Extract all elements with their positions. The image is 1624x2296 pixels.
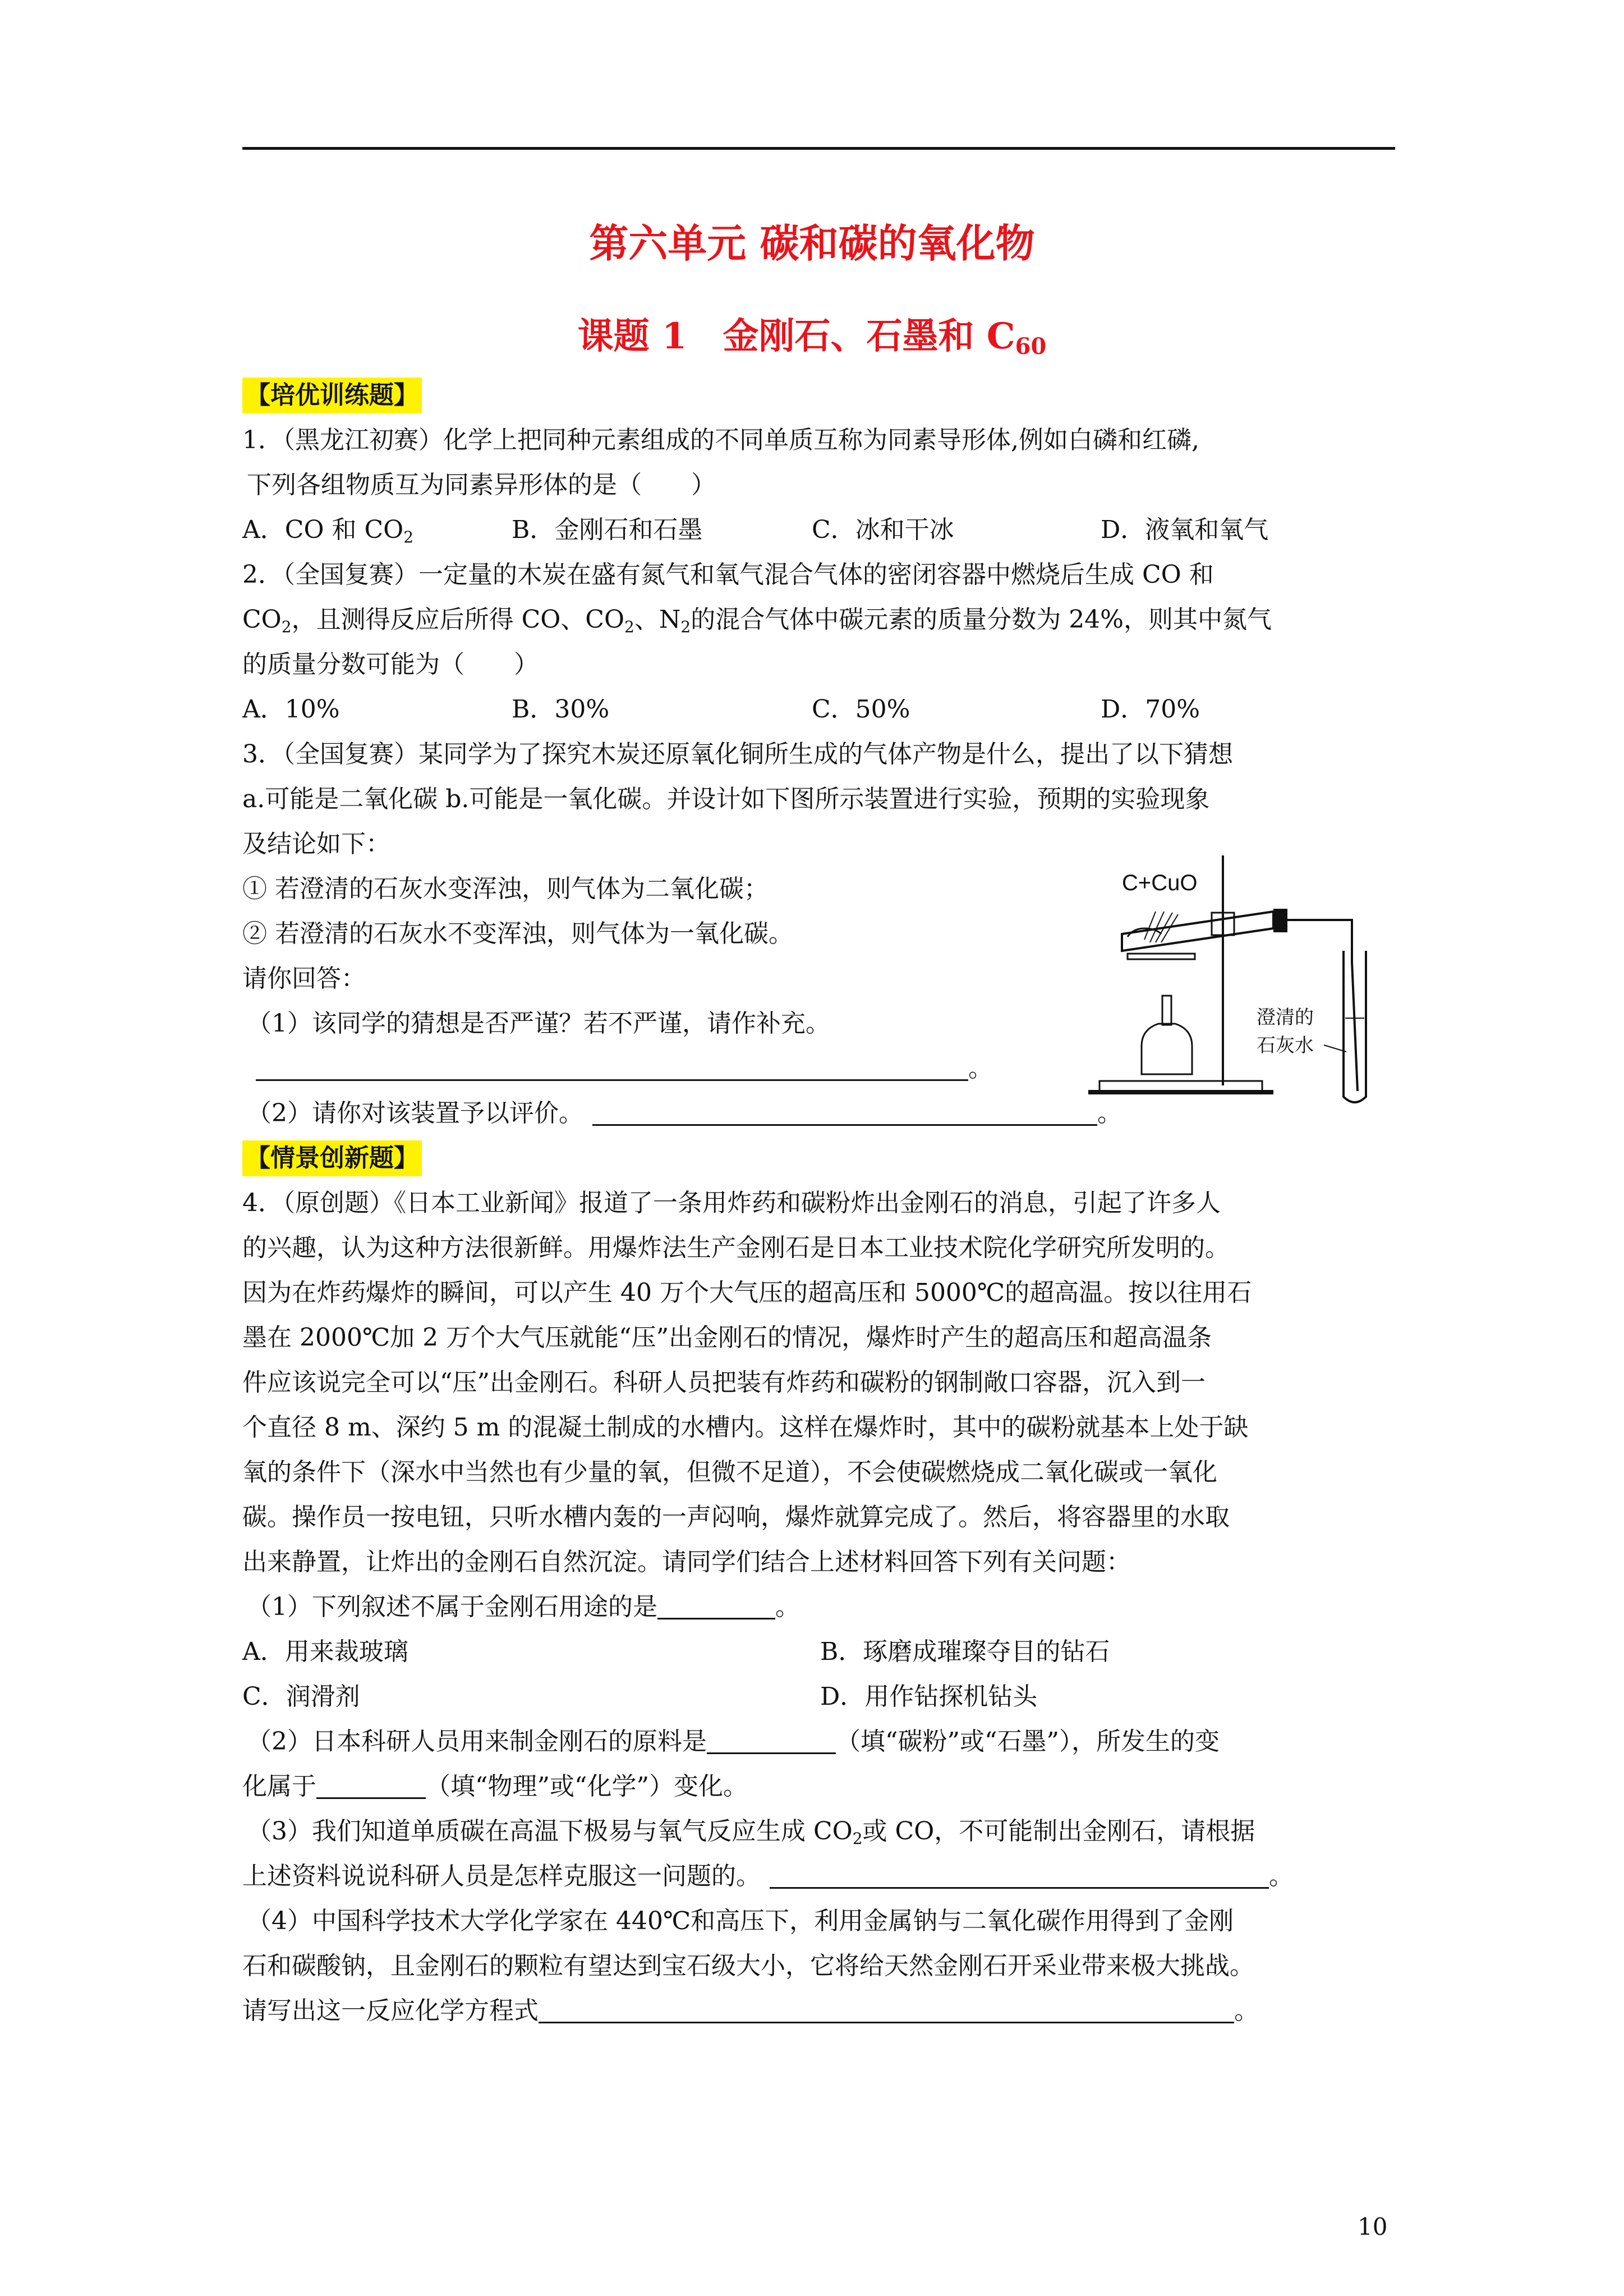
q1-line2: 下列各组物质互为同素异形体的是（ ） — [247, 471, 716, 499]
q1-option-a: A．CO 和 $CO_2$ — [242, 516, 414, 546]
alcohol-lamp — [1142, 1024, 1192, 1074]
q3-line5: ② 若澄清的石灰水不变浑浊，则气体为一氧化碳。 — [242, 919, 793, 948]
answer-blank[interactable] — [707, 1728, 836, 1754]
q4-sub2: （2）日本科研人员用来制金刚石的原料是 （填“碳粉”或“石墨”），所发生的变 — [247, 1727, 1220, 1756]
q1-option-b: B．金刚石和石墨 — [512, 516, 703, 544]
q4-para-line: 4．（原创题）《日本工业新闻》报道了一条用炸药和碳粉炸出金刚石的消息，引起了许多人 — [242, 1189, 1221, 1217]
test-tube — [1122, 912, 1273, 951]
q4-para-line: 件应该说完全可以“压”出金刚石。科研人员把装有炸药和碳粉的钢制敞口容器，沉入到一 — [242, 1368, 1206, 1397]
q4-para-line: 个直径 8 m、深约 5 m 的混凝土制成的水槽内。这样在爆炸时，其中的碳粉就基本上处于缺 — [242, 1413, 1249, 1442]
q2-options — [242, 687, 1398, 732]
q3-line2: a.可能是二氧化碳 b.可能是一氧化碳。并设计如下图所示装置进行实验，预期的实验现象 — [242, 785, 1210, 813]
q1-options — [242, 508, 1398, 553]
q3-line8: 。 — [242, 1046, 1398, 1091]
q1-line1: 1．（黑龙江初赛）化学上把同种元素组成的不同单质互称为同素导形体,例如白磷和红磷, — [242, 426, 1199, 454]
q4-sub1: （1）下列叙述不属于金刚石用途的是 。 — [247, 1593, 800, 1621]
figure-label-limewater-2: 石灰水 — [1257, 1035, 1314, 1056]
q1-option-d: D．液氧和氧气 — [1101, 516, 1269, 544]
q4-option-d: D．用作钻探机钻头 — [820, 1682, 1038, 1711]
answer-blank[interactable] — [770, 1862, 1269, 1889]
q2-option-a: A．10% — [242, 695, 340, 724]
q2-option-b: B．30% — [512, 695, 610, 724]
q2-line3: 的质量分数可能为（ ） — [242, 650, 539, 679]
delivery-tube — [1287, 920, 1358, 1091]
q2-line2: $CO_2$，且测得反应后所得 CO、$CO_2$、$N_2$的混合气体中碳元素的质量分数为 24%，则其中氮气 — [242, 605, 1272, 636]
q4-sub4-last: 请写出这一反应化学方程式 。 — [242, 1996, 1259, 2025]
header-rule — [242, 147, 1395, 150]
q4-para-line: 的兴趣，认为这种方法很新鲜。用爆炸法生产金刚石是日本工业技术院化学研究所发明的。 — [242, 1234, 1230, 1262]
q4-option-c: C．润滑剂 — [242, 1682, 360, 1711]
answer-blank[interactable] — [657, 1593, 775, 1619]
apparatus-diagram — [1088, 850, 1408, 1108]
answer-blank[interactable] — [592, 1099, 1097, 1126]
q3-line1: 3．（全国复赛）某同学为了探究木炭还原氧化铜所生成的气体产物是什么，提出了以下猜想 — [242, 740, 1233, 769]
lamp-stand-top — [1128, 954, 1195, 959]
q4-para-line: 碳。操作员一按电钮，只听水槽内轰的一声闷响，爆炸就算完成了。然后，将容器里的水取 — [242, 1503, 1230, 1531]
answer-blank[interactable] — [539, 1997, 1234, 2023]
q4-para-line: 墨在 2000℃加 2 万个大气压就能“压”出金刚石的情况，爆炸时产生的超高压和超高温条 — [242, 1323, 1212, 1352]
q4-para-line: 因为在炸药爆炸的瞬间，可以产生 40 万个大气压的超高压和 5000℃的超高温。按以往用石 — [242, 1278, 1252, 1307]
answer-blank[interactable] — [316, 1773, 426, 1799]
figure-label-limewater-1: 澄清的 — [1257, 1007, 1314, 1028]
q4-options-ab — [242, 1630, 1398, 1674]
q4-sub3-cont: 上述资料说说科研人员是怎样克服这一问题的。 。 — [242, 1862, 1294, 1890]
apparatus-figure — [1088, 850, 1408, 1108]
q1-option-c: C．冰和干冰 — [812, 516, 954, 544]
q4-para-line: 氧的条件下（深水中当然也有少量的氧，但微不足道），不会使碳燃烧成二氧化碳或一氧化 — [242, 1458, 1217, 1487]
q4-option-b: B．琢磨成璀璨夺目的钻石 — [820, 1637, 1110, 1666]
lamp-wick — [1162, 996, 1171, 1025]
q3-line3: 及结论如下： — [242, 830, 390, 858]
section-tag-innovation: 【情景创新题】 — [242, 1140, 422, 1176]
section-tag-training: 【培优训练题】 — [242, 378, 422, 413]
q2-option-d: D．70% — [1101, 695, 1200, 724]
content — [242, 373, 1398, 2033]
q4-sub2-cont: 化属于 （填“物理”或“化学”）变化。 — [242, 1772, 748, 1801]
q4-option-a: A．用来裁玻璃 — [242, 1637, 408, 1666]
q4-para-line: 出来静置，让炸出的金刚石自然沉淀。请同学们结合上述材料回答下列有关问题： — [242, 1548, 1131, 1576]
q2-option-c: C．50% — [812, 695, 910, 724]
q2-line1: 2．（全国复赛）一定量的木炭在盛有氮气和氧气混合气体的密闭容器中燃烧后生成 CO 和 — [242, 560, 1214, 589]
q4-sub4-cont: 石和碳酸钠，且金刚石的颗粒有望达到宝石级大小，它将给天然金刚石开采业带来极大挑战。 — [242, 1952, 1254, 1980]
stopper — [1273, 909, 1287, 932]
q4-sub3: （3）我们知道单质碳在高温下极易与氧气反应生成 $CO_2$或 CO，不可能制出金刚石，请根据 — [247, 1817, 1255, 1848]
q4-sub4: （4）中国科学技术大学化学家在 440℃和高压下，利用金属钠与二氧化碳作用得到了金刚 — [247, 1907, 1234, 1935]
stand-base — [1099, 1081, 1262, 1091]
q3-line7: （1）该同学的猜想是否严谨？若不严谨，请作补充。 — [247, 1009, 830, 1038]
answer-blank[interactable] — [256, 1055, 968, 1081]
table-line — [1088, 1090, 1273, 1094]
unit-title: 第六单元 碳和碳的氧化物 — [589, 220, 1035, 266]
q3-line9: （2）请你对该装置予以评价。 。 — [247, 1099, 1122, 1128]
figure-label-reactants: C+CuO — [1122, 871, 1198, 895]
page-number: 10 — [1358, 2213, 1388, 2240]
lesson-title: 课题 1 金刚石、石墨和 $C_{60}$ — [577, 315, 1047, 360]
q4-options-cd — [242, 1674, 1398, 1719]
q3-line4: ① 若澄清的石灰水变浑浊，则气体为二氧化碳； — [242, 875, 769, 903]
q3-line6: 请你回答： — [242, 964, 366, 993]
